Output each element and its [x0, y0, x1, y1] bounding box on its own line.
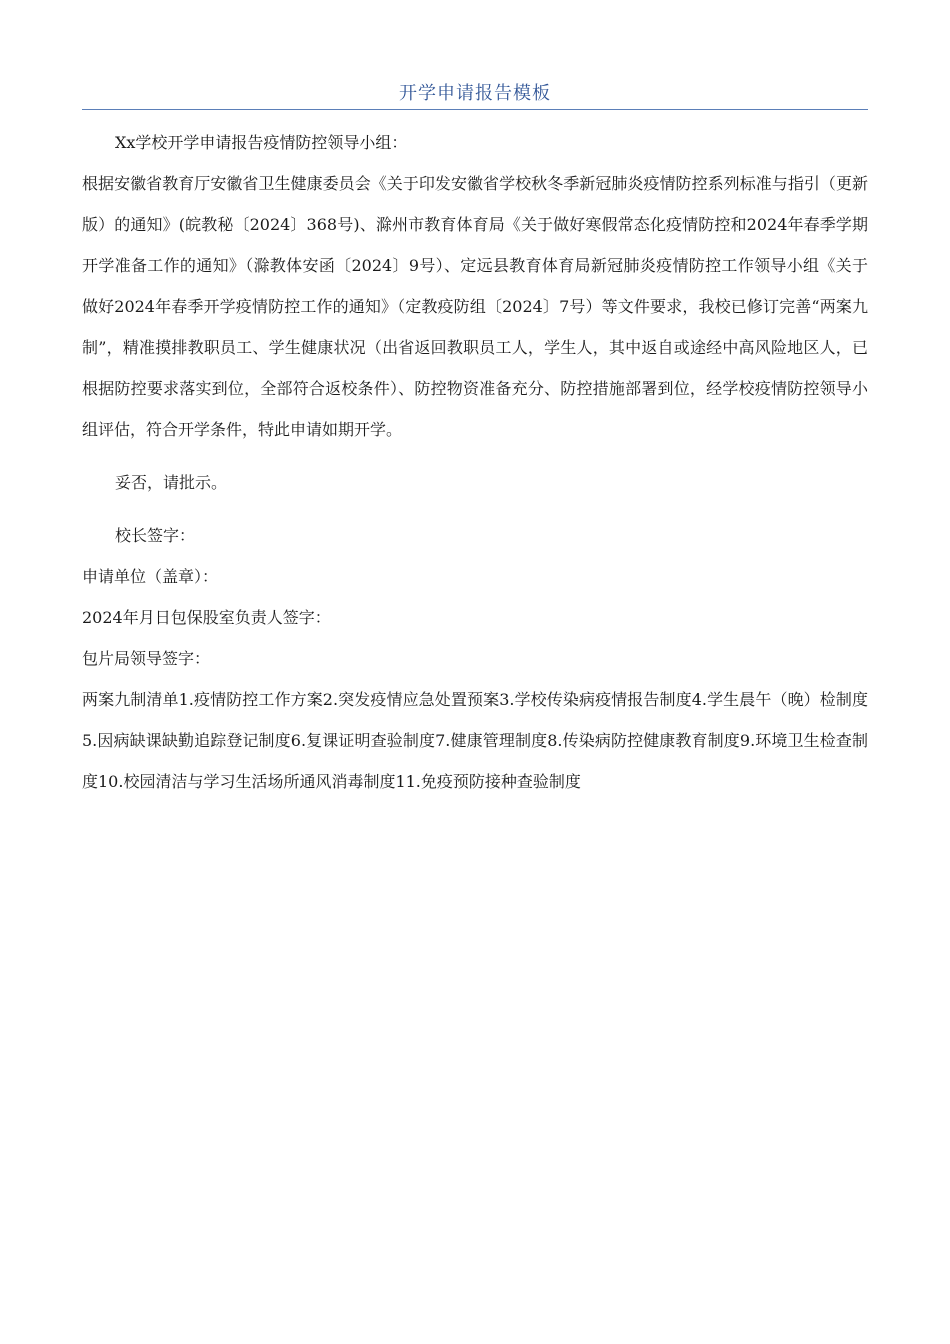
applicant-unit-line: 申请单位（盖章）：: [82, 567, 219, 586]
principal-signature-line: 校长签字：: [115, 526, 196, 545]
closing-request: 妥否，请批示。: [115, 473, 228, 492]
district-leader-signature-line: 包片局领导签字：: [82, 649, 211, 668]
main-paragraph: 根据安徽省教育厅安徽省卫生健康委员会《关于印发安徽省学校秋冬季新冠肺炎疫情防控系列标准与指引（更新版）的通知》(皖教秘〔2024〕368号)、滁州市教育体育局《关于做好寒假常态化疫情防控和2024年春季学期开学准备工作的通知》（滁教体安函〔2024〕9号）、定远县教育体育局新冠肺炎疫情防控工作领导小组《关于做好2024年春季开学疫情防控工作的通知》（定教疫防组〔2024〕7号）等文件要求，我校已修订完善“两案九制”，精准摸排教职员工、学生健康状况（出省返回教职员工人，学生人，其中返自或途经中高风险地区人，已根据防控要求落实到位，全部符合返校条件）、防控物资准备充分、防控措施部署到位，经学校疫情防控领导小组评估，符合开学条件，特此申请如期开学。: [82, 174, 868, 439]
salutation: Xx学校开学申请报告疫情防控领导小组：: [115, 133, 408, 152]
document-title: 开学申请报告模板: [399, 83, 551, 104]
document-body: [82, 122, 868, 802]
checklist-paragraph: 两案九制清单1.疫情防控工作方案2.突发疫情应急处置预案3.学校传染病疫情报告制度4.学生晨午（晚）检制度5.因病缺课缺勤追踪登记制度6.复课证明查验制度7.健康管理制度8.传染病防控健康教育制度9.环境卫生检查制度10.校园清洁与学习生活场所通风消毒制度11.免疫预防接种查验制度: [82, 690, 868, 791]
date-signature-line: 2024年月日包保股室负责人签字：: [82, 608, 331, 627]
document-header: [82, 80, 868, 110]
